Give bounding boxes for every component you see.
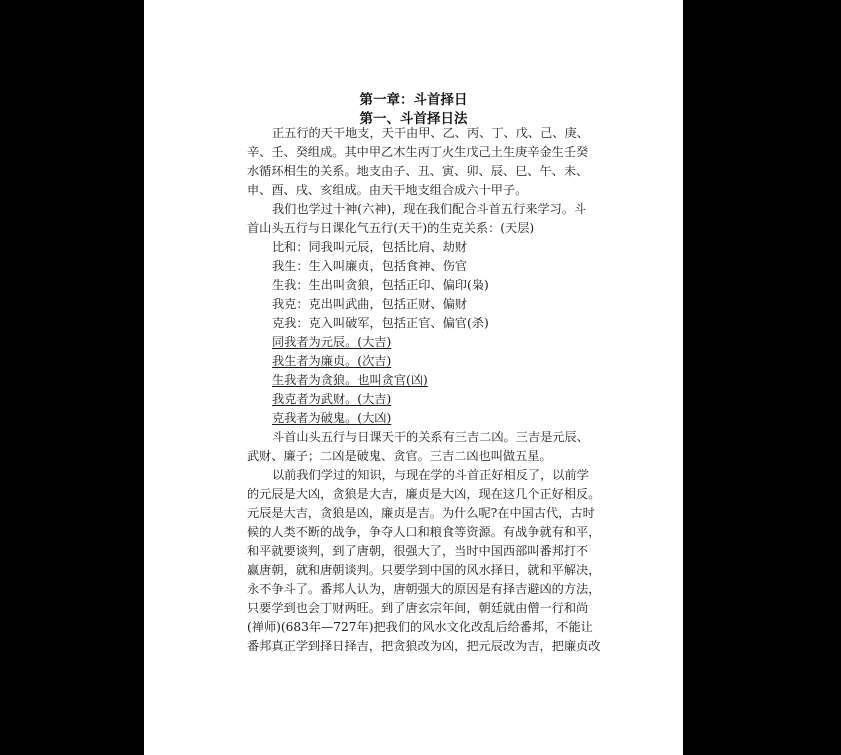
text-line: 斗首山头五行与日课天干的关系有三吉二凶。三吉是元辰、 [272, 430, 589, 444]
text-line: 克我：克入叫破军，包括正官、偏官(杀) [272, 316, 489, 330]
underlined-line: 生我者为贪狼。也叫贪官(凶) [272, 373, 428, 387]
underlined-line: 我克者为武财。(大吉) [272, 392, 392, 406]
underlined-line: 克我者为破鬼。(大凶) [272, 411, 392, 425]
text-line: 的元辰是大凶，贪狼是大吉，廉贞是大凶，现在这几个正好相反。 [247, 487, 601, 501]
text-line: 候的人类不断的战争，争夺人口和粮食等资源。有战争就有和平， [247, 525, 601, 539]
document-page [144, 0, 683, 755]
text-line: 申、酉、戌、亥组成。由天干地支组合成六十甲子。 [247, 183, 528, 197]
text-line: 比和：同我叫元辰，包括比肩、劫财 [272, 240, 467, 254]
text-line: 我生：生入叫廉贞，包括食神、伤官 [272, 259, 467, 273]
text-line: 生我：生出叫贪狼，包括正印、偏印(枭) [272, 278, 489, 292]
underlined-line: 我生者为廉贞。(次吉) [272, 354, 392, 368]
text-line: 辛、壬、癸组成。其中甲乙木生丙丁火生戊己土生庚辛金生壬癸 [247, 145, 589, 159]
text-line: 和平就要谈判，到了唐朝，很强大了，当时中国西部叫番邦打不 [247, 544, 589, 558]
text-line: 武财、廉子；二凶是破鬼、贪官。三吉二凶也叫做五星。 [247, 449, 552, 463]
text-line: 水循环相生的关系。地支由子、丑、寅、卯、辰、巳、午、未、 [247, 164, 589, 178]
text-line: 永不争斗了。番邦人认为，唐朝强大的原因是有择吉避凶的方法， [247, 582, 601, 596]
chapter-title: 第一章：斗首择日 [359, 92, 468, 108]
text-line: 正五行的天干地支，天干由甲、乙、丙、丁、戊、己、庚、 [272, 126, 589, 140]
text-line: 元辰是大吉，贪狼是凶，廉贞是吉。为什么呢?在中国古代，古时 [247, 506, 595, 520]
text-line: (禅师)(683年—727年)把我们的风水文化改乱后给番邦，不能让 [247, 620, 593, 634]
text-line: 我克：克出叫武曲，包括正财、偏财 [272, 297, 467, 311]
text-line: 赢唐朝，就和唐朝谈判。只要学到中国的风水择日，就和平解决， [247, 563, 601, 577]
section-title: 第一、斗首择日法 [359, 111, 468, 127]
text-line: 只要学到也会丁财两旺。到了唐玄宗年间，朝廷就由僧一行和尚 [247, 601, 589, 615]
text-line: 我们也学过十神(六神)，现在我们配合斗首五行来学习。斗 [272, 202, 587, 216]
underlined-line: 同我者为元辰。(大吉) [272, 335, 392, 349]
text-line: 以前我们学过的知识，与现在学的斗首正好相反了，以前学 [272, 468, 589, 482]
text-line: 首山头五行与日课化气五行(天干)的生克关系：(天层) [247, 221, 535, 235]
text-line: 番邦真正学到择日择吉，把贪狼改为凶，把元辰改为吉，把廉贞改 [247, 639, 601, 653]
